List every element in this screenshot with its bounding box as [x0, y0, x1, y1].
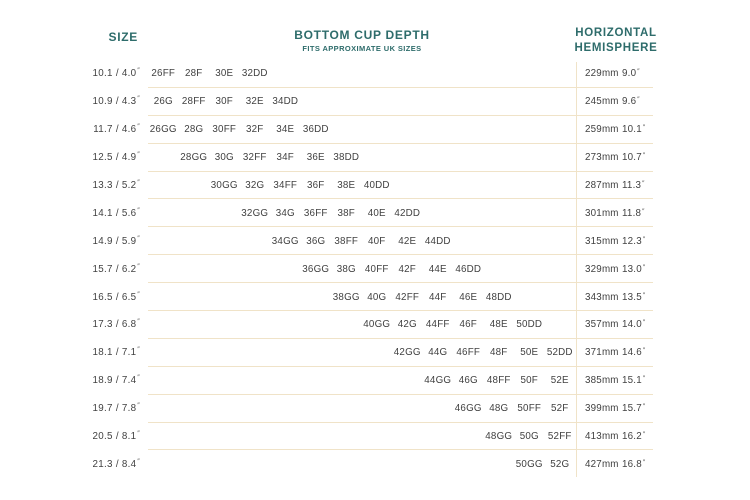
inch-mark: ″ — [642, 152, 646, 160]
cup-size-cell: 36DD — [302, 124, 329, 136]
cup-size-cell: 48GG — [485, 431, 513, 443]
hemisphere-mm: 371mm — [585, 347, 619, 359]
row-hemisphere — [585, 255, 645, 283]
hemisphere-mm: 385mm — [585, 375, 619, 387]
inch-mark: ″ — [137, 123, 140, 131]
hemisphere-mm: 287mm — [585, 180, 619, 191]
row-cup-sizes — [148, 311, 575, 339]
column-header-cup-depth — [148, 28, 576, 53]
cup-size-cell: 50GG — [515, 458, 543, 470]
table-row — [0, 450, 750, 478]
inch-mark: ″ — [137, 374, 140, 382]
hemisphere-inches: 9.6″ — [622, 96, 640, 108]
cup-size-cell: 32G — [245, 180, 265, 191]
row-cup-sizes — [148, 395, 575, 423]
row-cup-sizes — [148, 367, 575, 395]
cup-size-cell: 42GG — [393, 347, 421, 359]
cup-size-cell: 42DD — [394, 207, 421, 219]
table-row — [0, 144, 750, 172]
inch-mark: ″ — [642, 347, 646, 355]
hemisphere-inches: 11.3″ — [622, 180, 645, 191]
cup-size-cell: 30F — [215, 96, 233, 108]
cup-size-cell: 34DD — [272, 96, 299, 108]
cup-size-cell: 32GG — [241, 207, 269, 219]
inch-mark: ″ — [137, 457, 140, 465]
cup-size-cell: 50DD — [516, 319, 543, 331]
cup-size-cell: 42G — [397, 319, 417, 331]
inch-mark: ″ — [137, 151, 140, 159]
table-row — [0, 88, 750, 116]
cup-size-cell: 28FF — [181, 96, 206, 108]
inch-mark: ″ — [642, 291, 646, 299]
row-size-label: 10.1 / 4.0 ″ — [92, 67, 140, 80]
inch-mark: ″ — [642, 207, 645, 215]
row-hemisphere — [585, 144, 645, 172]
hemisphere-inches: 14.0″ — [622, 319, 646, 331]
row-hemisphere — [585, 172, 645, 200]
cup-size-cell: 44E — [428, 263, 447, 275]
table-row — [0, 283, 750, 311]
hemisphere-inches: 15.1″ — [622, 375, 646, 387]
inch-mark: ″ — [642, 235, 646, 243]
hemisphere-inches: 13.5″ — [622, 291, 646, 303]
row-hemisphere — [585, 367, 645, 395]
cup-size-cell: 28GG — [180, 152, 208, 164]
hemisphere-mm: 357mm — [585, 319, 619, 331]
hemisphere-mm: 245mm — [585, 96, 619, 108]
cup-size-cell: 50FF — [517, 403, 542, 415]
cup-size-cell: 44FF — [425, 319, 450, 331]
cup-size-cell: 42FF — [395, 291, 420, 303]
hemisphere-mm: 329mm — [585, 263, 619, 275]
row-hemisphere — [585, 60, 640, 88]
hemisphere-inches: 16.8″ — [622, 458, 646, 470]
column-header-size: SIZE — [108, 30, 138, 44]
cup-size-cell: 38G — [336, 263, 356, 275]
cup-size-cell: 38E — [337, 180, 356, 191]
cup-size-cell: 48G — [489, 403, 509, 415]
cup-size-cell: 30FF — [212, 124, 237, 136]
row-cup-sizes — [148, 227, 575, 255]
cup-size-cell: 52E — [550, 375, 569, 387]
inch-mark: ″ — [637, 68, 640, 76]
hemisphere-mm: 259mm — [585, 124, 619, 136]
row-size-label: 16.5 / 6.5 ″ — [92, 290, 140, 303]
row-cup-sizes — [148, 199, 575, 227]
cup-size-cell: 50G — [519, 431, 539, 443]
cup-size-cell: 42E — [398, 235, 417, 247]
inch-mark: ″ — [137, 346, 140, 354]
inch-mark: ″ — [137, 402, 140, 410]
inch-mark: ″ — [137, 67, 140, 75]
inch-mark: ″ — [642, 319, 646, 327]
hemisphere-inches: 10.7″ — [622, 152, 646, 164]
table-row — [0, 311, 750, 339]
cup-size-cell: 44GG — [424, 375, 452, 387]
cup-size-cell: 28F — [185, 68, 203, 80]
row-hemisphere — [585, 423, 645, 451]
hemisphere-mm: 315mm — [585, 235, 619, 247]
row-hemisphere — [585, 395, 645, 423]
hemisphere-mm: 301mm — [585, 207, 619, 219]
cup-size-cell: 46FF — [456, 347, 481, 359]
table-row — [0, 199, 750, 227]
cup-size-cell: 28G — [184, 124, 204, 136]
hemisphere-mm: 399mm — [585, 403, 619, 415]
cup-depth-title: BOTTOM CUP DEPTH — [294, 28, 430, 42]
row-cup-sizes — [148, 255, 575, 283]
cup-size-cell: 34F — [276, 152, 294, 164]
inch-mark: ″ — [137, 95, 140, 103]
cup-size-cell: 26GG — [149, 124, 177, 136]
cup-size-cell: 48E — [489, 319, 508, 331]
row-cup-sizes — [148, 60, 575, 88]
cup-size-cell: 46DD — [455, 263, 482, 275]
cup-size-cell: 38F — [337, 207, 355, 219]
cup-size-cell: 34FF — [273, 180, 298, 191]
cup-size-cell: 40FF — [364, 263, 389, 275]
cup-size-cell: 32DD — [241, 68, 268, 80]
cup-size-cell: 40GG — [363, 319, 391, 331]
inch-mark: ″ — [642, 458, 646, 466]
row-cup-sizes — [148, 116, 575, 144]
cup-size-cell: 36F — [307, 180, 325, 191]
cup-size-cell: 44G — [428, 347, 448, 359]
inch-mark: ″ — [137, 234, 140, 242]
cup-size-cell: 40G — [367, 291, 387, 303]
hemisphere-inches: 14.6″ — [622, 347, 646, 359]
row-hemisphere — [585, 227, 645, 255]
inch-mark: ″ — [642, 431, 646, 439]
hemisphere-mm: 427mm — [585, 458, 619, 470]
row-cup-sizes — [148, 172, 575, 200]
hemisphere-title-line1: HORIZONTAL — [575, 27, 657, 39]
inch-mark: ″ — [642, 403, 646, 411]
table-row — [0, 227, 750, 255]
table-row — [0, 423, 750, 451]
inch-mark: ″ — [137, 179, 140, 186]
table-row — [0, 60, 750, 88]
hemisphere-inches: 16.2″ — [622, 431, 646, 443]
cup-size-cell: 30G — [214, 152, 234, 164]
hemisphere-inches: 10.1″ — [622, 124, 646, 136]
hemisphere-inches: 12.3″ — [622, 235, 646, 247]
cup-size-cell: 40F — [368, 235, 386, 247]
cup-size-cell: 26G — [153, 96, 173, 108]
cup-size-cell: 38DD — [333, 152, 360, 164]
row-size-label: 18.9 / 7.4 ″ — [92, 374, 140, 387]
table-row — [0, 367, 750, 395]
row-size-label: 12.5 / 4.9 ″ — [92, 151, 140, 164]
inch-mark: ″ — [642, 180, 645, 187]
row-cup-sizes — [148, 144, 575, 172]
row-size-label: 14.9 / 5.9 ″ — [92, 234, 140, 247]
row-hemisphere — [585, 311, 645, 339]
cup-size-cell: 46F — [459, 319, 477, 331]
row-hemisphere — [585, 283, 645, 311]
table-row — [0, 395, 750, 423]
row-hemisphere — [585, 199, 645, 227]
row-hemisphere — [585, 116, 645, 144]
table-body — [0, 60, 750, 478]
hemisphere-inches: 13.0″ — [622, 263, 646, 275]
hemisphere-mm: 229mm — [585, 68, 619, 80]
row-cup-sizes — [148, 450, 575, 478]
cup-size-cell: 34G — [275, 207, 295, 219]
row-size-label: 19.7 / 7.8 ″ — [92, 402, 140, 415]
cup-size-cell: 48DD — [485, 291, 512, 303]
cup-size-cell: 42F — [398, 263, 416, 275]
hemisphere-inches: 15.7″ — [622, 403, 646, 415]
cup-size-cell: 44F — [429, 291, 447, 303]
cup-size-cell: 40DD — [363, 180, 390, 191]
inch-mark: ″ — [137, 262, 140, 270]
inch-mark: ″ — [137, 206, 140, 214]
cup-size-cell: 34GG — [271, 235, 299, 247]
cup-size-cell: 50E — [520, 347, 539, 359]
cup-size-cell: 30GG — [210, 180, 238, 191]
row-size-label: 15.7 / 6.2 ″ — [92, 262, 140, 275]
hemisphere-mm: 273mm — [585, 152, 619, 164]
cup-size-cell: 52F — [551, 403, 569, 415]
row-cup-sizes — [148, 423, 575, 451]
cup-size-cell: 36FF — [303, 207, 328, 219]
cup-size-cell: 52DD — [546, 347, 573, 359]
cup-size-cell: 52FF — [547, 431, 572, 443]
cup-size-cell: 46G — [458, 375, 478, 387]
cup-size-cell: 46GG — [454, 403, 482, 415]
cup-size-cell: 38FF — [334, 235, 359, 247]
cup-size-cell: 40E — [367, 207, 386, 219]
inch-mark: ″ — [642, 375, 646, 383]
inch-mark: ″ — [137, 430, 140, 438]
cup-size-cell: 44DD — [424, 235, 451, 247]
cup-size-cell: 32FF — [242, 152, 267, 164]
cup-depth-subtitle: FITS APPROXIMATE UK SIZES — [302, 44, 422, 53]
row-size-label: 10.9 / 4.3 ″ — [92, 95, 140, 108]
row-size-label: 17.3 / 6.8 ″ — [92, 318, 140, 331]
inch-mark: ″ — [637, 96, 640, 104]
cup-size-cell: 36GG — [302, 263, 330, 275]
cup-size-cell: 32E — [245, 96, 264, 108]
cup-size-cell: 36E — [306, 152, 325, 164]
row-cup-sizes — [148, 339, 575, 367]
cup-size-cell: 50F — [520, 375, 538, 387]
hemisphere-mm: 413mm — [585, 431, 619, 443]
cup-size-cell: 34E — [276, 124, 295, 136]
row-size-label: 13.3 / 5.2 ″ — [92, 179, 140, 191]
row-size-label: 20.5 / 8.1 ″ — [92, 430, 140, 443]
cup-size-cell: 30E — [215, 68, 234, 80]
row-size-label: 21.3 / 8.4 ″ — [92, 457, 140, 470]
row-size-label: 18.1 / 7.1 ″ — [92, 346, 140, 359]
inch-mark: ″ — [137, 290, 140, 298]
row-hemisphere — [585, 339, 645, 367]
row-cup-sizes — [148, 283, 575, 311]
cup-size-cell: 48FF — [486, 375, 511, 387]
row-cup-sizes — [148, 88, 575, 116]
cup-size-cell: 32F — [246, 124, 264, 136]
hemisphere-mm: 343mm — [585, 291, 619, 303]
hemisphere-inches: 11.8″ — [622, 207, 645, 219]
table-row — [0, 172, 750, 200]
inch-mark: ″ — [642, 263, 646, 271]
cup-size-cell: 38GG — [332, 291, 360, 303]
table-row — [0, 116, 750, 144]
hemisphere-inches: 9.0″ — [622, 68, 640, 80]
row-hemisphere — [585, 88, 640, 116]
inch-mark: ″ — [137, 318, 140, 326]
table-row — [0, 255, 750, 283]
cup-size-cell: 36G — [306, 235, 326, 247]
cup-size-cell: 26FF — [151, 68, 176, 80]
column-header-hemisphere — [574, 26, 658, 55]
cup-size-cell: 52G — [550, 458, 570, 470]
hemisphere-title-line2: HEMISPHERE — [574, 41, 658, 54]
row-size-label: 14.1 / 5.6 ″ — [92, 206, 140, 219]
table-row — [0, 339, 750, 367]
cup-size-cell: 46E — [459, 291, 478, 303]
cup-size-cell: 48F — [490, 347, 508, 359]
inch-mark: ″ — [642, 124, 646, 132]
row-size-label: 11.7 / 4.6 ″ — [93, 123, 140, 136]
row-hemisphere — [585, 450, 645, 478]
